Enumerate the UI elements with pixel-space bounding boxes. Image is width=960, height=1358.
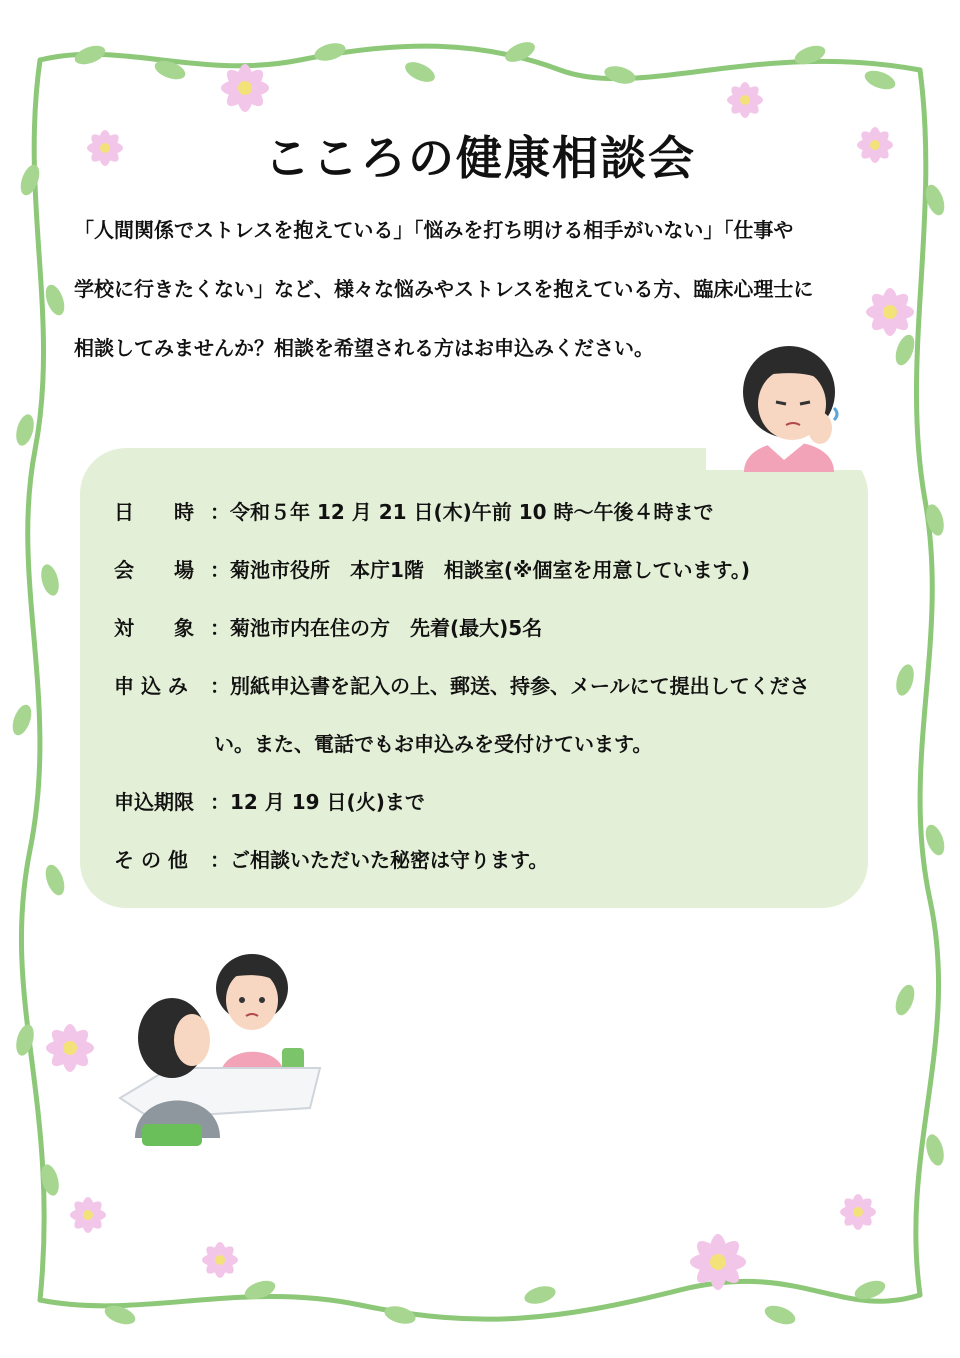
detail-application-continuation: い。また、電話でもお申込みを受付けています。 xyxy=(214,732,653,756)
detail-value: ：12 月 19 日(火)まで xyxy=(210,790,425,814)
detail-row-target xyxy=(114,612,542,641)
detail-label: 申込期限 xyxy=(114,790,194,814)
intro-line-3: 相談してみませんか？相談を希望される方はお申込みください。 xyxy=(74,336,654,360)
detail-value: ：ご相談いただいた秘密は守ります。 xyxy=(210,848,549,872)
detail-value: ：別紙申込書を記入の上、郵送、持参、メールにて提出してくださ xyxy=(210,674,810,698)
detail-row-application xyxy=(114,670,810,699)
detail-value: ：菊池市内在住の方 先着(最大)5名 xyxy=(210,616,543,640)
detail-row-other xyxy=(114,844,548,873)
detail-label: 日 時 xyxy=(114,500,194,524)
detail-label: 対 象 xyxy=(114,616,194,640)
detail-label: 会 場 xyxy=(114,558,194,582)
detail-row-datetime xyxy=(114,496,714,525)
detail-value: ：菊池市役所 本庁1階 相談室(※個室を用意しています。) xyxy=(210,558,751,582)
page-title: こころの健康相談会 xyxy=(264,131,696,185)
intro-line-1: 「人間関係でストレスを抱えている」「悩みを打ち明ける相手がいない」「仕事や xyxy=(74,218,794,242)
detail-value: ：令和５年 12 月 21 日(木)午前 10 時～午後４時まで xyxy=(210,500,714,524)
intro-line-2: 学校に行きたくない」など、様々な悩みやストレスを抱えている方、臨床心理士に xyxy=(74,277,814,301)
detail-label: そ の 他 xyxy=(114,848,188,872)
detail-label: 申 込 み xyxy=(114,674,188,698)
counseling-session-illustration xyxy=(110,948,340,1158)
worried-woman-illustration xyxy=(724,332,854,472)
detail-row-venue xyxy=(114,554,750,583)
detail-row-deadline xyxy=(114,786,425,815)
